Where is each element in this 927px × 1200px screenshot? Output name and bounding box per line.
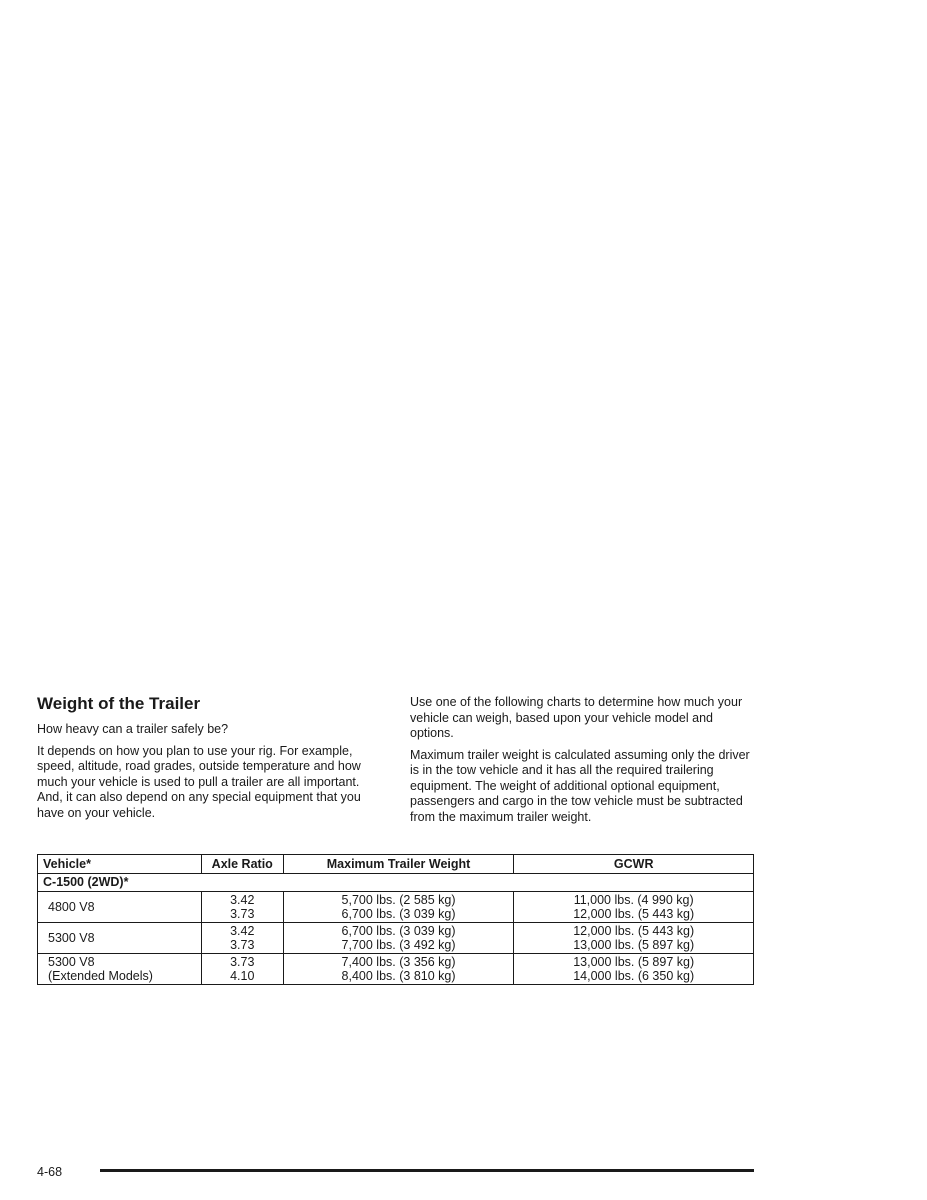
axle-ratio-value: 3.42 xyxy=(230,924,255,938)
trailer-weight-table xyxy=(37,854,754,985)
max-weight-paragraph: Maximum trailer weight is calculated assuming only the driver is in the tow vehicle and it has all the required trailering equipment. The weight of additional optional equipment, passengers and cargo in the tow vehicle must be subtracted from the maximum trailer weight. xyxy=(410,747,750,824)
vehicle-name: 5300 V8 xyxy=(48,955,95,969)
axle-ratio-value: 3.42 xyxy=(230,893,255,907)
group-label: C-1500 (2WD)* xyxy=(38,874,754,892)
max-weight-value: 6,700 lbs. (3 039 kg) xyxy=(341,906,456,921)
gcwr-value: 12,000 lbs. (5 443 kg) xyxy=(573,906,695,921)
chart-usage-paragraph: Use one of the following charts to determine how much your vehicle can weigh, based upon your vehicle model and options. xyxy=(410,695,743,740)
axle-ratio-value: 3.73 xyxy=(230,955,255,969)
axle-ratio-value: 3.73 xyxy=(230,937,255,952)
max-weight-cell xyxy=(283,892,514,923)
gcwr-value: 13,000 lbs. (5 897 kg) xyxy=(573,937,695,952)
section-title: Weight of the Trailer xyxy=(37,694,201,713)
page-number: 4-68 xyxy=(37,1165,63,1179)
explanation-paragraph: It depends on how you plan to use your rig. For example, speed, altitude, road grades, outside temperature and how much your vehicle is used to pull a trailer are all important. And, it can also depend on any special equipment that you have on your vehicle. xyxy=(37,743,361,820)
axle-ratio-value: 4.10 xyxy=(230,968,255,983)
axle-ratio-cell xyxy=(201,923,283,954)
vehicle-cell xyxy=(38,923,202,954)
table-row xyxy=(38,954,754,985)
vehicle-cell xyxy=(38,892,202,923)
gcwr-value: 14,000 lbs. (6 350 kg) xyxy=(573,968,695,983)
gcwr-cell xyxy=(514,923,754,954)
axle-ratio-value: 3.73 xyxy=(230,906,255,921)
max-weight-value: 6,700 lbs. (3 039 kg) xyxy=(341,924,456,938)
gcwr-cell xyxy=(514,892,754,923)
header-vehicle: Vehicle* xyxy=(38,855,202,874)
gcwr-value: 11,000 lbs. (4 990 kg) xyxy=(573,893,694,907)
left-column xyxy=(37,722,387,827)
question-paragraph: How heavy can a trailer safely be? xyxy=(37,722,229,736)
table-row xyxy=(38,892,754,923)
axle-ratio-cell xyxy=(201,954,283,985)
max-weight-cell xyxy=(283,923,514,954)
table-group-row xyxy=(38,874,754,892)
max-weight-value: 7,700 lbs. (3 492 kg) xyxy=(341,937,456,952)
max-weight-value: 5,700 lbs. (2 585 kg) xyxy=(341,893,456,907)
vehicle-name: 4800 V8 xyxy=(48,899,95,914)
footer-rule xyxy=(100,1169,754,1172)
max-weight-value: 8,400 lbs. (3 810 kg) xyxy=(341,968,456,983)
table-header-row xyxy=(38,855,754,874)
max-weight-cell xyxy=(283,954,514,985)
gcwr-cell xyxy=(514,954,754,985)
gcwr-value: 13,000 lbs. (5 897 kg) xyxy=(573,955,695,969)
header-axle-ratio: Axle Ratio xyxy=(201,855,283,874)
gcwr-value: 12,000 lbs. (5 443 kg) xyxy=(573,924,695,938)
table-row xyxy=(38,923,754,954)
vehicle-cell xyxy=(38,954,202,985)
vehicle-variant: (Extended Models) xyxy=(48,968,153,983)
vehicle-name: 5300 V8 xyxy=(48,930,95,945)
header-max-trailer-weight: Maximum Trailer Weight xyxy=(283,855,514,874)
right-column xyxy=(410,695,754,831)
header-gcwr: GCWR xyxy=(514,855,754,874)
max-weight-value: 7,400 lbs. (3 356 kg) xyxy=(341,955,456,969)
axle-ratio-cell xyxy=(201,892,283,923)
